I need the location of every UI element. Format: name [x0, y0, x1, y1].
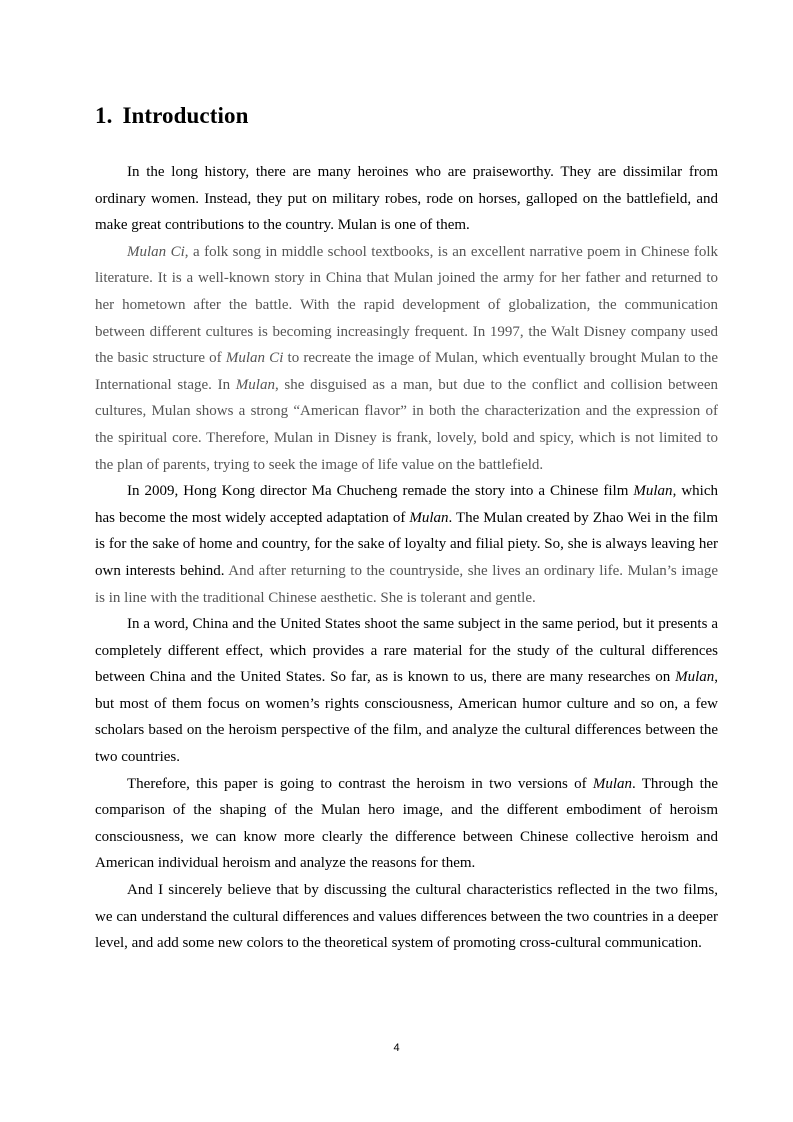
paragraph-text: , but most of them focus on women’s rights consciousness, American humor culture and so on, a few scholars based on the heroism perspective of the film, and analyze the cultural differences between the two countries. [95, 669, 718, 766]
paragraph-4 [95, 611, 718, 771]
paragraph-2 [95, 239, 718, 478]
title-mulan: Mulan [409, 509, 449, 526]
body-text [95, 159, 718, 957]
section-heading [95, 100, 248, 132]
title-mulan: Mulan [235, 376, 275, 393]
title-mulan: Mulan [675, 669, 715, 686]
paragraph-text: , she disguised as a man, but due to the conflict and collision between cultures, Mulan shows a strong “American flavor” in both the characterization and the expression of the spiritual core. Therefore, Mulan in Disney is frank, lovely, bold and spicy, which is not limited to the plan of parents, trying to seek the image of life value on the battlefield. [95, 376, 718, 473]
paragraph-text: In the long history, there are many heroines who are praiseworthy. They are dissimilar from ordinary women. Instead, they put on military robes, rode on horses, galloped on the battlefield, and make great contributions to the country. Mulan is one of them. [95, 164, 718, 234]
title-mulan: Mulan [633, 483, 673, 500]
paragraph-text: And after returning to the countryside, she lives an ordinary life. Mulan’s image is in line with the traditional Chinese aesthetic. She is tolerant and gentle. [95, 562, 718, 606]
title-mulan-ci: Mulan Ci [127, 243, 185, 260]
paragraph-6 [95, 877, 718, 957]
section-number: 1. [95, 103, 113, 128]
paragraph-text: In 2009, Hong Kong director Ma Chucheng remade the story into a Chinese film [127, 483, 634, 500]
title-mulan-ci: Mulan Ci [225, 350, 284, 367]
paragraph-text: And I sincerely believe that by discussing the cultural characteristics reflected in the two films, we can understand the cultural differences and values differences between the two countries in a deeper level, and add some new colors to the theoretical system of promoting cross-cultural communication. [95, 882, 718, 952]
paragraph-text: , a folk song in middle school textbooks, is an excellent narrative poem in Chinese folk literature. It is a well-known story in China that Mulan joined the army for her father and returned to her hometown after the battle. With the rapid development of globalization, the communication between different cultures is becoming increasingly frequent. In 1997, the Walt Disney company used the basic structure of [95, 243, 718, 367]
paragraph-text: , which has become the most widely accepted adaptation of [95, 483, 718, 526]
paragraph-3 [95, 478, 718, 611]
title-mulan: Mulan [592, 775, 633, 792]
page-number: 4 [393, 1042, 400, 1054]
paragraph-text: to recreate the image of Mulan, which eventually brought Mulan to the International stage. In [95, 350, 718, 393]
paragraph-text: . The Mulan created by Zhao Wei in the film is for the sake of home and country, for the sake of loyalty and filial piety. So, she is always leaving her own interests behind. [95, 509, 719, 579]
paragraph-1 [95, 159, 718, 239]
paragraph-text: In a word, China and the United States shoot the same subject in the same period, but it presents a completely different effect, which provides a rare material for the study of the cultural differences between China and the United States. So far, as is known to us, there are many researches on [95, 616, 718, 686]
paragraph-text: Therefore, this paper is going to contrast the heroism in two versions of [127, 775, 593, 792]
section-title: Introduction [122, 103, 249, 128]
paragraph-text: . Through the comparison of the shaping of the Mulan hero image, and the different embodiment of heroism consciousness, we can know more clearly the difference between Chinese collective heroism and American individual heroism and analyze the reasons for them. [95, 775, 718, 872]
paragraph-5 [95, 771, 718, 877]
